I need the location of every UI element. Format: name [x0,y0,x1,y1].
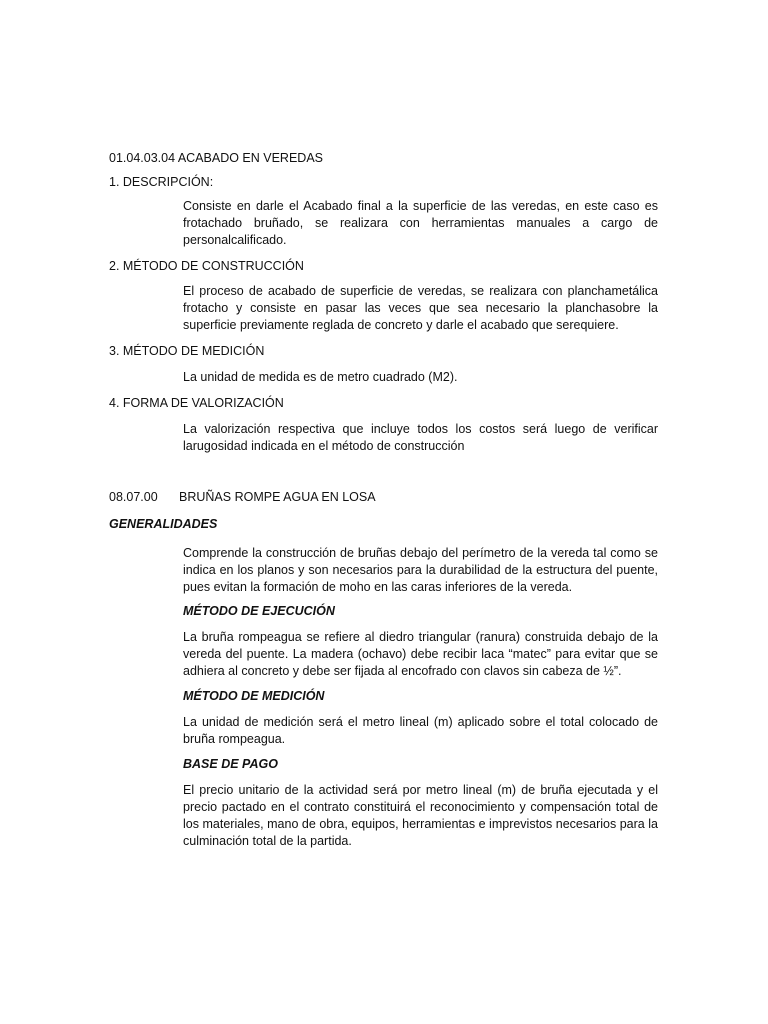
paragraph-forma-valorizacion: La valorización respectiva que incluye todos los costos será luego de verificar larugosidad indicada en el método de construcción [183,422,658,453]
paragraph-metodo-construccion: El proceso de acabado de superficie de veredas, se realizara con planchametálica frotacho y consiste en pasar las veces que sea necesario la planchasobre la superficie previamente reglada de concreto y darle el acabado que serequiere. [183,284,658,332]
section-code: 08.07.00 [109,490,158,504]
heading-metodo-medicion-bruna: MÉTODO DE MEDICIÓN [183,689,325,703]
heading-forma-valorizacion: 4. FORMA DE VALORIZACIÓN [109,396,284,410]
section-title-acabado-veredas: 01.04.03.04 ACABADO EN VEREDAS [109,151,323,165]
paragraph-descripcion: Consiste en darle el Acabado final a la superficie de las veredas, en este caso es frotachado bruñado, se realizara con herramientas manuales a cargo de personalcalificado. [183,199,658,247]
paragraph-metodo-ejecucion: La bruña rompeagua se refiere al diedro triangular (ranura) construida debajo de la vereda del puente. La madera (ochavo) debe recibir laca “matec” para evitar que se adhiera al concreto y debe ser fijada al encofrado con clavos sin cabeza de ½”. [183,630,658,678]
paragraph-metodo-medicion: La unidad de medida es de metro cuadrado (M2). [183,370,458,384]
heading-generalidades: GENERALIDADES [109,517,218,531]
heading-metodo-ejecucion: MÉTODO DE EJECUCIÓN [183,604,335,618]
heading-base-pago: BASE DE PAGO [183,757,278,771]
heading-metodo-medicion: 3. MÉTODO DE MEDICIÓN [109,344,265,358]
heading-metodo-construccion: 2. MÉTODO DE CONSTRUCCIÓN [109,259,304,273]
paragraph-metodo-medicion-bruna: La unidad de medición será el metro lineal (m) aplicado sobre el total colocado de bruña rompeagua. [183,715,658,746]
section-title-text: BRUÑAS ROMPE AGUA EN LOSA [179,490,376,504]
heading-descripcion: 1. DESCRIPCIÓN: [109,175,214,189]
paragraph-base-pago: El precio unitario de la actividad será por metro lineal (m) de bruña ejecutada y el precio pactado en el contrato constituirá el reconocimiento y compensación total de los materiales, mano de obra, equipos, herramientas e imprevistos necesarios para la culminación total de la partida. [183,783,658,848]
section-title-brunas [109,489,376,506]
paragraph-generalidades: Comprende la construcción de bruñas debajo del perímetro de la vereda tal como se indica en los planos y son necesarios para la durabilidad de la estructura del puente, pues evitan la formación de moho en las caras inferiores de la vereda. [183,546,658,594]
